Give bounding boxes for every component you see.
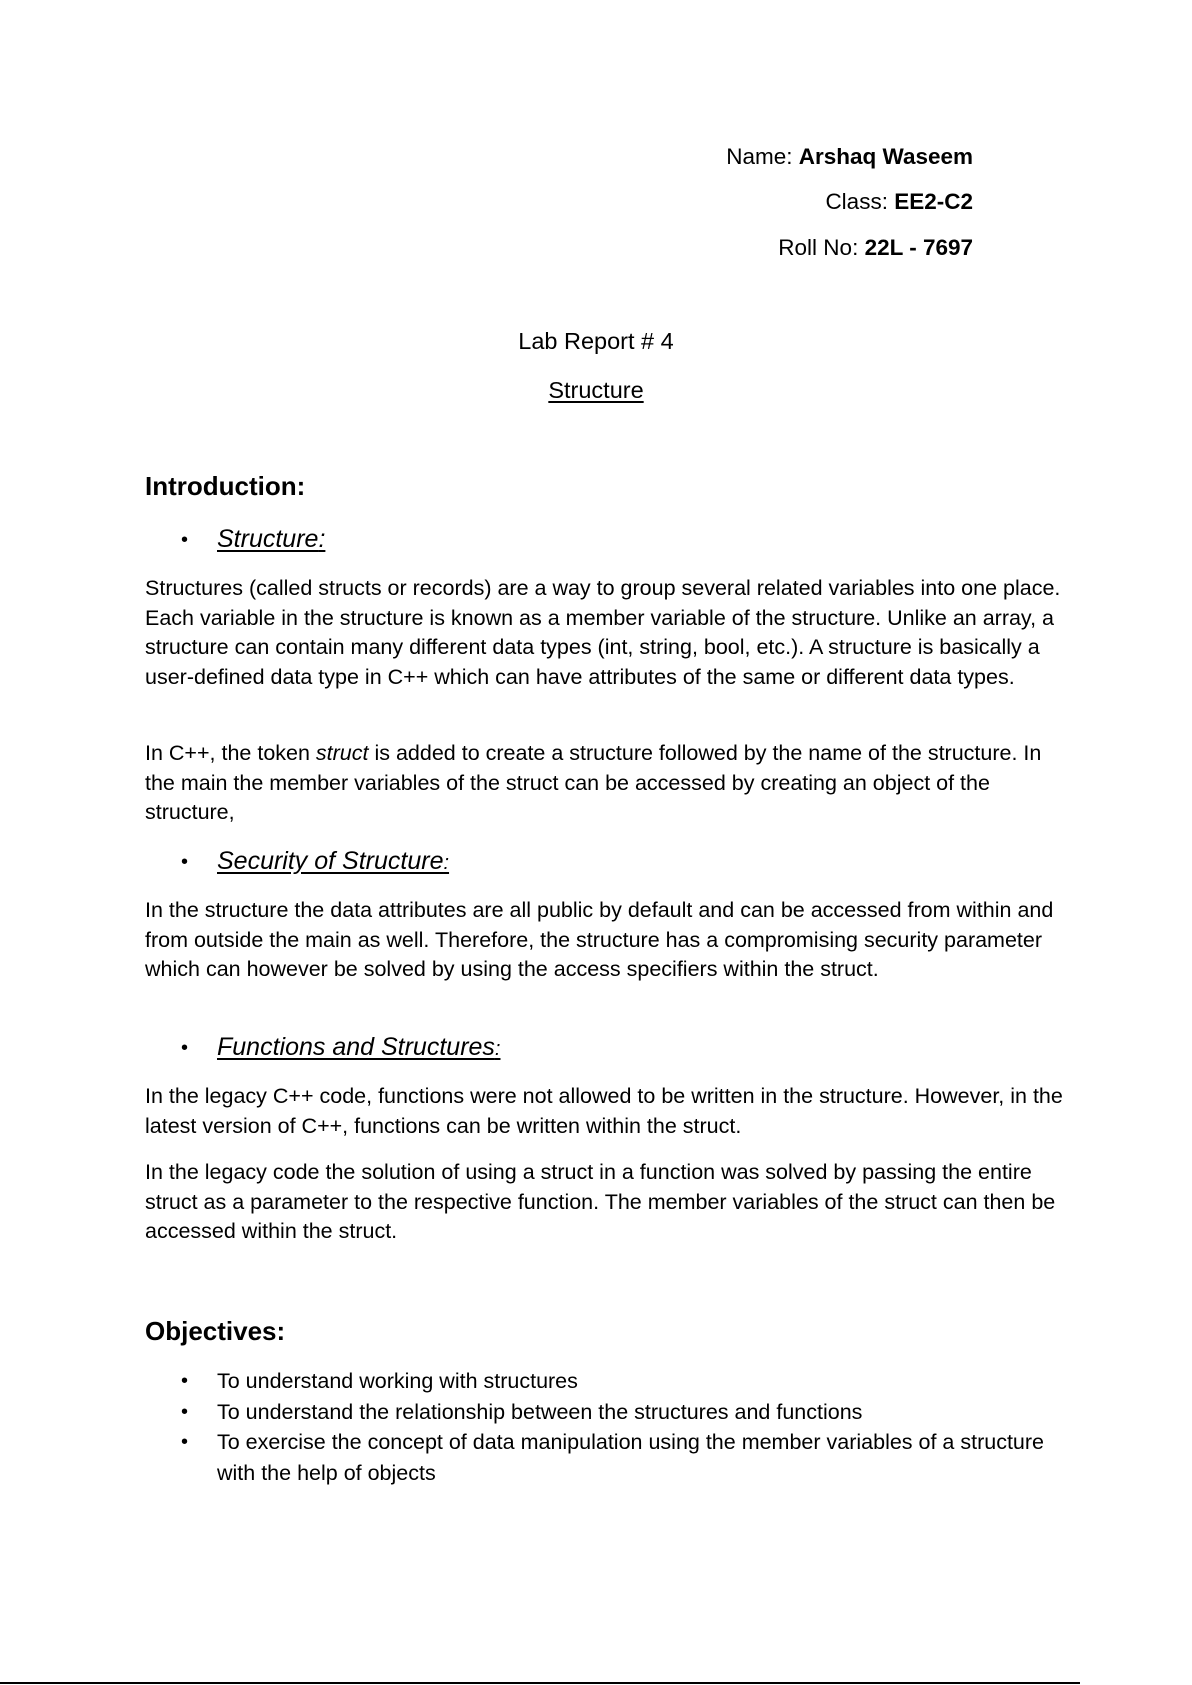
bullet-icon: • <box>181 850 189 873</box>
functions-para1-text: In the legacy C++ code, functions were not allowed to be written in the structure. However, in the latest version of C++, functions can be written within the struct. <box>145 1084 1063 1138</box>
structure-heading-colon: : <box>318 525 326 553</box>
class-value: EE2-C2 <box>894 189 973 214</box>
objective-item: • To exercise the concept of data manipulation using the member variables of a structure with the help of objects <box>181 1427 1081 1488</box>
struct-keyword: struct <box>315 741 369 765</box>
page-bottom-rule <box>0 1682 1080 1684</box>
name-label: Name: <box>726 144 799 169</box>
structure-paragraph-2 <box>145 739 1065 828</box>
objective-item: • To understand working with structures <box>181 1366 1081 1397</box>
functions-paragraph-2 <box>145 1158 1065 1247</box>
functions-para2-text: In the legacy code the solution of using a struct in a function was solved by passing the entire struct as a parameter to the respective function. The member variables of the struct can then be accessed within the struct. <box>145 1160 1056 1243</box>
security-paragraph <box>145 896 1065 985</box>
objectives-heading: Objectives: <box>145 1316 286 1346</box>
student-name <box>726 144 973 170</box>
report-title: Lab Report # 4 <box>518 328 674 354</box>
report-topic <box>0 377 1192 404</box>
introduction-heading: Introduction: <box>145 471 306 501</box>
bullet-icon: • <box>181 528 189 551</box>
structure-heading-text: Structure <box>217 525 319 553</box>
para2-after: is added to create a structure followed by the name of the structure. In the main the member variables of the struct can be accessed by creating an object of the structure, <box>145 741 1042 824</box>
security-heading-colon: : <box>443 852 450 874</box>
functions-paragraph-1 <box>145 1082 1065 1141</box>
para2-before: In C++, the token <box>145 741 316 765</box>
objective-item: • To understand the relationship between the structures and functions <box>181 1397 1081 1428</box>
student-class <box>825 189 973 215</box>
functions-heading-colon: : <box>494 1038 501 1060</box>
functions-heading-text: Functions and Structures <box>217 1033 495 1061</box>
functions-subheading <box>181 1033 500 1062</box>
name-value: Arshaq Waseem <box>798 144 973 169</box>
security-heading-text: Security of Structure <box>217 847 444 875</box>
objectives-list <box>181 1366 1081 1488</box>
security-para-text: In the structure the data attributes are all public by default and can be accessed from within and from outside the main as well. Therefore, the structure has a compromising security parameter which can however be solved by using the access specifiers within the struct. <box>145 898 1054 981</box>
structure-subheading <box>181 525 325 554</box>
report-topic-text: Structure <box>548 377 644 403</box>
structure-paragraph-1 <box>145 574 1065 692</box>
security-subheading <box>181 847 449 876</box>
student-roll <box>778 235 973 261</box>
bullet-icon: • <box>181 1036 189 1059</box>
roll-label: Roll No: <box>778 235 865 260</box>
structure-para1-text: Structures (called structs or records) are a way to group several related variables into one place. Each variable in the structure is known as a member variable of the structure. Unlike an array, a structure can contain many different data types (int, string, bool, etc.). A structure is basically a user-defined data type in C++ which can have attributes of the same or different data types. <box>145 576 1061 689</box>
roll-value: 22L - 7697 <box>864 235 973 260</box>
class-label: Class: <box>825 189 895 214</box>
